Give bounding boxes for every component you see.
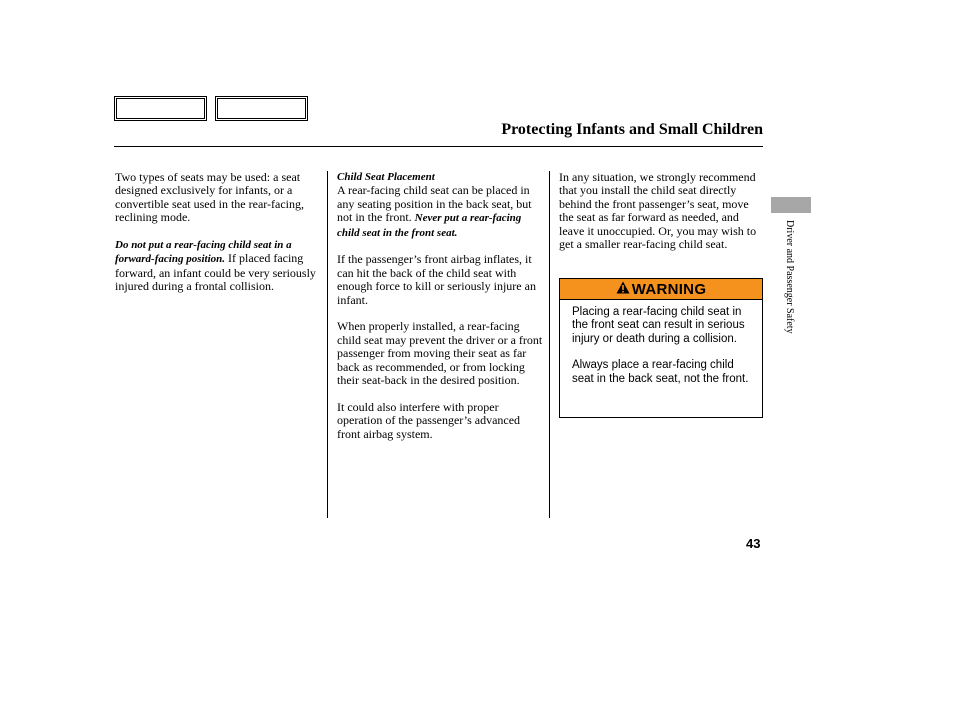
- col2-paragraph-4: It could also interfere with proper operation of the passenger’s advanced front airbag system.: [337, 399, 521, 441]
- warning-body: [560, 300, 762, 386]
- col3-paragraph-1: In any situation, we strongly recommend that you install the child seat directly behind the front passenger’s seat, move the seat as far forward as needed, and leave it unoccupied. Or, you may wish to get a smaller rear-facing child seat.: [559, 170, 757, 252]
- warning-paragraph-2: Always place a rear-facing child seat in the back seat, not the front.: [572, 359, 749, 385]
- column-1: [115, 171, 320, 307]
- col1-paragraph-2-text: If placed facing forward, an infant could be very seriously injured during a frontal collision.: [115, 251, 316, 294]
- column-2: [337, 171, 543, 454]
- warning-paragraph-1: Placing a rear-facing child seat in the front seat can result in serious injury or death during a collision.: [572, 306, 745, 345]
- col2-paragraph-3: When properly installed, a rear-facing child seat may prevent the driver or a front passenger from moving their seat as far back as recommended, or from locking their seat-back in the desired position.: [337, 319, 543, 388]
- col2-emphasis: Never put a rear-facing child seat in the front seat.: [337, 212, 522, 239]
- nav-box-right[interactable]: [215, 96, 308, 121]
- column-3: [559, 171, 763, 265]
- warning-triangle-icon: [616, 281, 632, 298]
- col2-paragraph-1-text: A rear-facing child seat can be placed in any seating position in the back seat, but not in the front.: [337, 183, 532, 225]
- title-rule: [114, 146, 763, 147]
- column-divider-1: [327, 171, 328, 518]
- section-tab-label: Driver and Passenger Safety: [784, 220, 795, 334]
- col1-paragraph-1: Two types of seats may be used: a seat designed exclusively for infants, or a convertible seat used in the rear-facing, reclining mode.: [115, 170, 305, 225]
- col2-paragraph-2: If the passenger’s front airbag inflates, it can hit the back of the child seat with enough force to kill or seriously injure an infant.: [337, 252, 536, 307]
- page-title: Protecting Infants and Small Children: [501, 121, 763, 138]
- section-tab: [771, 197, 811, 213]
- nav-box-left[interactable]: [114, 96, 207, 121]
- column-divider-2: [549, 171, 550, 518]
- section-subheading: Child Seat Placement: [337, 171, 435, 183]
- page-number: 43: [746, 536, 761, 551]
- col2-paragraph-1: [337, 184, 543, 240]
- col1-emphasis: Do not put a rear-facing child seat in a forward-facing position.: [115, 239, 292, 266]
- warning-header: [560, 279, 762, 300]
- warning-label: WARNING: [631, 280, 707, 298]
- warning-box: [559, 278, 763, 418]
- col1-paragraph-2: [115, 238, 320, 294]
